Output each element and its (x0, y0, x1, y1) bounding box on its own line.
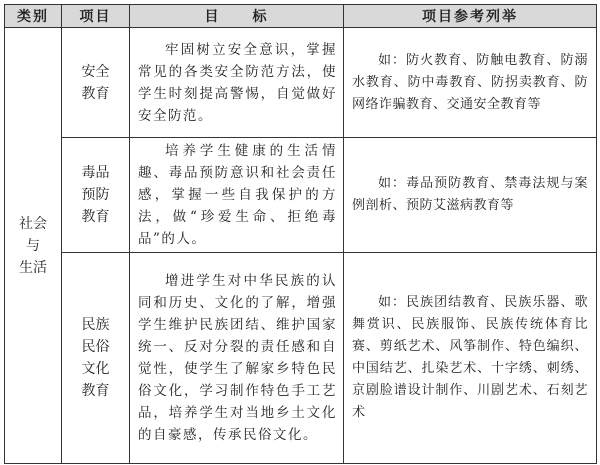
header-goal: 目 标 (130, 5, 344, 28)
category-line: 社会 (19, 215, 47, 232)
category-cell (5, 28, 62, 464)
header-category: 类别 (5, 5, 62, 28)
project-line: 预防 (81, 187, 110, 203)
header-row (5, 5, 597, 28)
header-project: 项目 (62, 5, 130, 28)
examples-cell: 如：毒品预防教育、禁毒法规与案例剖析、预防艾滋病教育等 (344, 138, 597, 253)
project-line: 毒品 (81, 165, 110, 181)
header-examples: 项目参考列举 (344, 5, 597, 28)
project-line: 教育 (81, 383, 110, 399)
project-cell (62, 253, 130, 464)
examples-cell: 如：防火教育、防触电教育、防溺水教育、防中毒教育、防拐卖教育、防网络诈骗教育、交通安全教育等 (344, 28, 597, 138)
project-cell (62, 138, 130, 253)
project-line: 文化 (81, 361, 110, 377)
category-line: 与 (26, 237, 40, 254)
table-row (5, 28, 597, 138)
table-row (5, 253, 597, 464)
project-line: 安全 (81, 63, 110, 80)
examples-cell: 如：民族团结教育、民族乐器、歌舞赏识、民族服饰、民族传统体育比赛、剪纸艺术、风筝制作、特色编织、中国结艺、扎染艺术、十字绣、刺绣、京剧脸谱设计制作、川剧艺术、石刻艺术 (344, 253, 597, 464)
project-line: 教育 (81, 209, 110, 225)
goal-cell: 培养学生健康的生活情趣、毒品预防意识和社会责任感，掌握一些自我保护的方法，做“珍爱生命、拒绝毒品”的人。 (130, 138, 344, 253)
curriculum-table (4, 4, 597, 464)
project-line: 教育 (81, 85, 110, 102)
goal-cell: 牢固树立安全意识，掌握常见的各类安全防范方法，使学生时刻提高警惕，自觉做好安全防范。 (130, 28, 344, 138)
goal-cell: 增进学生对中华民族的认同和历史、文化的了解，增强学生维护民族团结、维护国家统一、反对分裂的责任感和自觉性，使学生了解家乡特色民俗文化，学习制作特色手工艺品，培养学生对当地乡土文化的自豪感，传承民俗文化。 (130, 253, 344, 464)
project-cell (62, 28, 130, 138)
table-row (5, 138, 597, 253)
category-line: 生活 (19, 259, 47, 276)
project-line: 民俗 (81, 339, 110, 355)
project-line: 民族 (81, 317, 110, 333)
